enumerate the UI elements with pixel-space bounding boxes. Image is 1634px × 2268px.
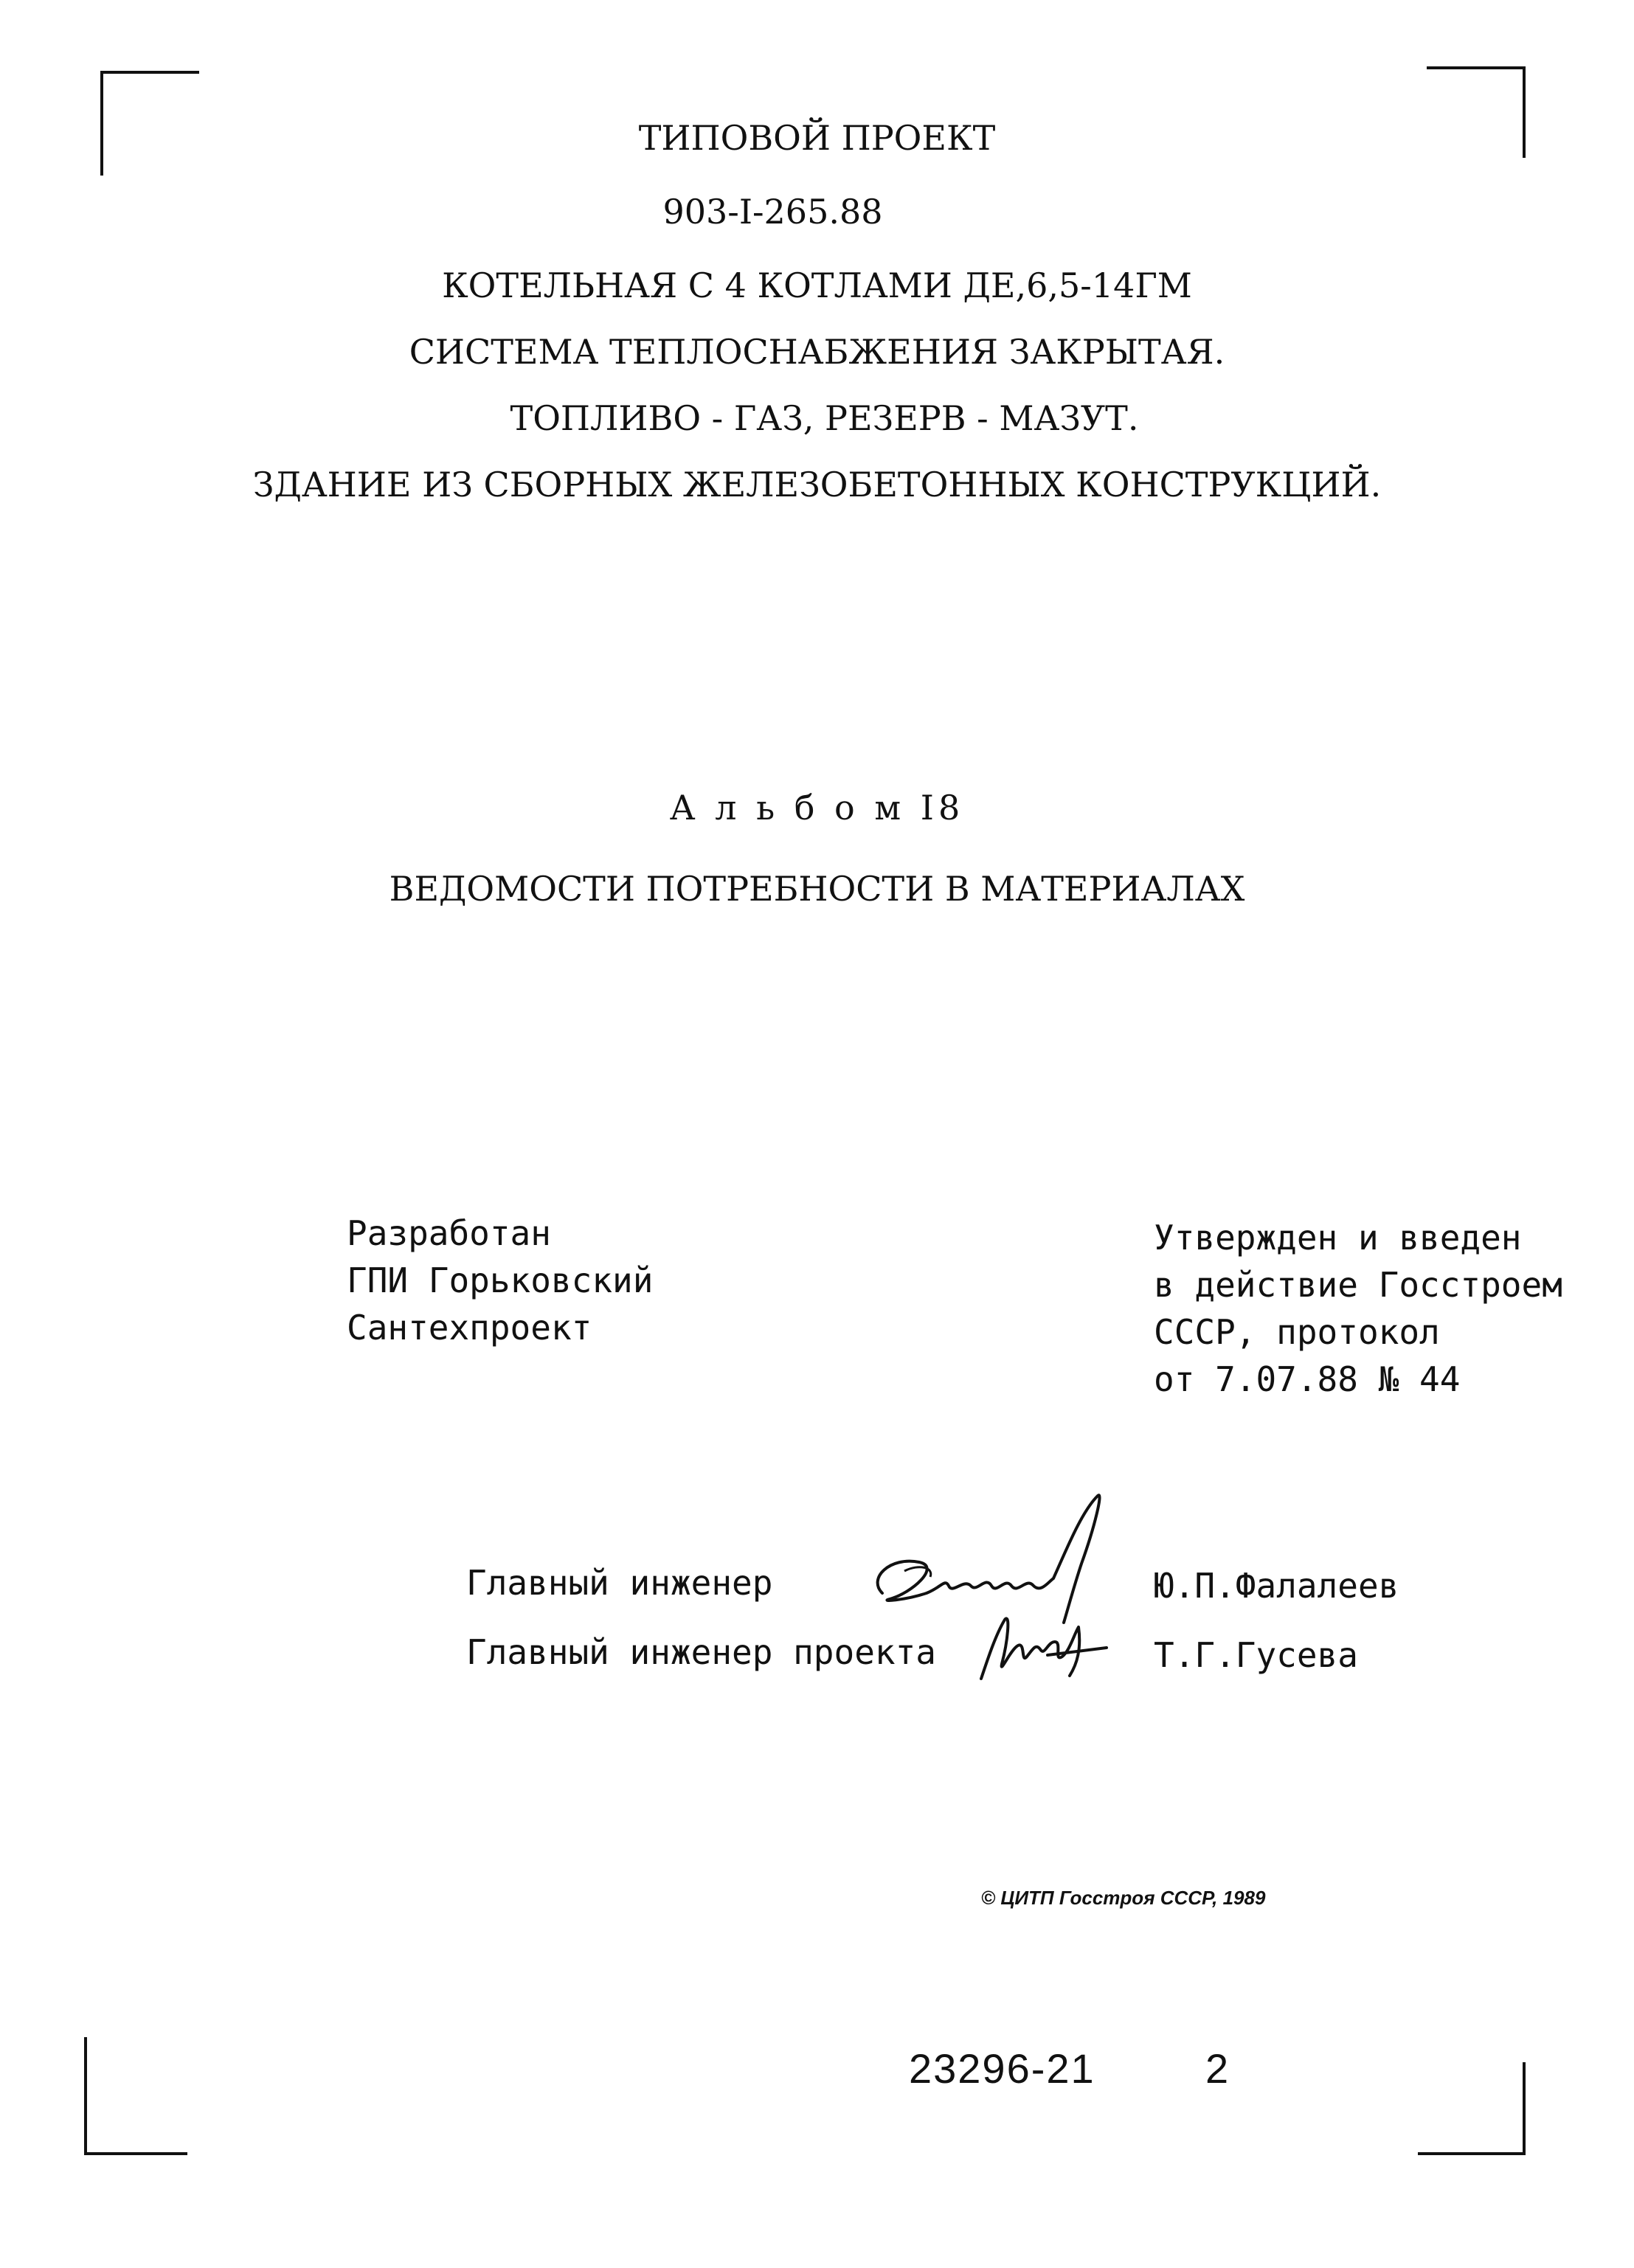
- developed-by-block: [347, 1210, 653, 1351]
- chief-engineer-label: Главный инженер: [466, 1563, 773, 1603]
- approved-line: в действие Госстроем: [1154, 1265, 1562, 1305]
- approved-line: Утвержден и введен: [1154, 1218, 1522, 1258]
- page-number: 2: [1205, 2045, 1229, 2092]
- crop-mark-top-right-horizontal: [1427, 66, 1526, 69]
- approved-line: СССР, протокол: [1154, 1312, 1440, 1352]
- approved-block: [1154, 1214, 1562, 1403]
- developed-line: ГПИ Горьковский: [347, 1260, 654, 1300]
- heating-system-line: СИСТЕМА ТЕПЛОСНАБЖЕНИЯ ЗАКРЫТАЯ.: [409, 332, 1225, 372]
- developed-line: Сантехпроект: [347, 1308, 592, 1348]
- crop-mark-top-left-horizontal: [102, 71, 199, 74]
- copyright-note: © ЦИТП Госстроя СССР, 1989: [981, 1887, 1266, 1909]
- document-number: 23296-21: [909, 2045, 1095, 2092]
- approved-line: от 7.07.88 № 44: [1154, 1359, 1461, 1399]
- project-number: 903-I-265.88: [662, 192, 883, 232]
- crop-mark-bottom-right-vertical: [1523, 2062, 1526, 2155]
- developed-line: Разработан: [347, 1213, 551, 1253]
- crop-mark-bottom-left-vertical: [84, 2037, 87, 2154]
- building-line: ЗДАНИЕ ИЗ СБОРНЫХ ЖЕЛЕЗОБЕТОННЫХ КОНСТРУКЦИЙ.: [252, 465, 1382, 504]
- album-title: ВЕДОМОСТИ ПОТРЕБНОСТИ В МАТЕРИАЛАХ: [389, 869, 1245, 909]
- boiler-house-title: КОТЕЛЬНАЯ С 4 КОТЛАМИ ДЕ,6,5-14ГМ: [442, 266, 1192, 305]
- project-type: ТИПОВОЙ ПРОЕКТ: [638, 118, 996, 158]
- fuel-line: ТОПЛИВО - ГАЗ, РЕЗЕРВ - МАЗУТ.: [510, 398, 1139, 438]
- chief-project-engineer-name: Т.Г.Гусева: [1154, 1635, 1358, 1675]
- chief-project-engineer-signature: [959, 1605, 1121, 1693]
- chief-engineer-name: Ю.П.Фалалеев: [1154, 1566, 1399, 1606]
- chief-project-engineer-label: Главный инженер проекта: [466, 1632, 936, 1672]
- crop-mark-bottom-left-horizontal: [84, 2152, 187, 2155]
- album-label: А л ь б о м I8: [669, 788, 965, 828]
- crop-mark-bottom-right-horizontal: [1418, 2152, 1526, 2155]
